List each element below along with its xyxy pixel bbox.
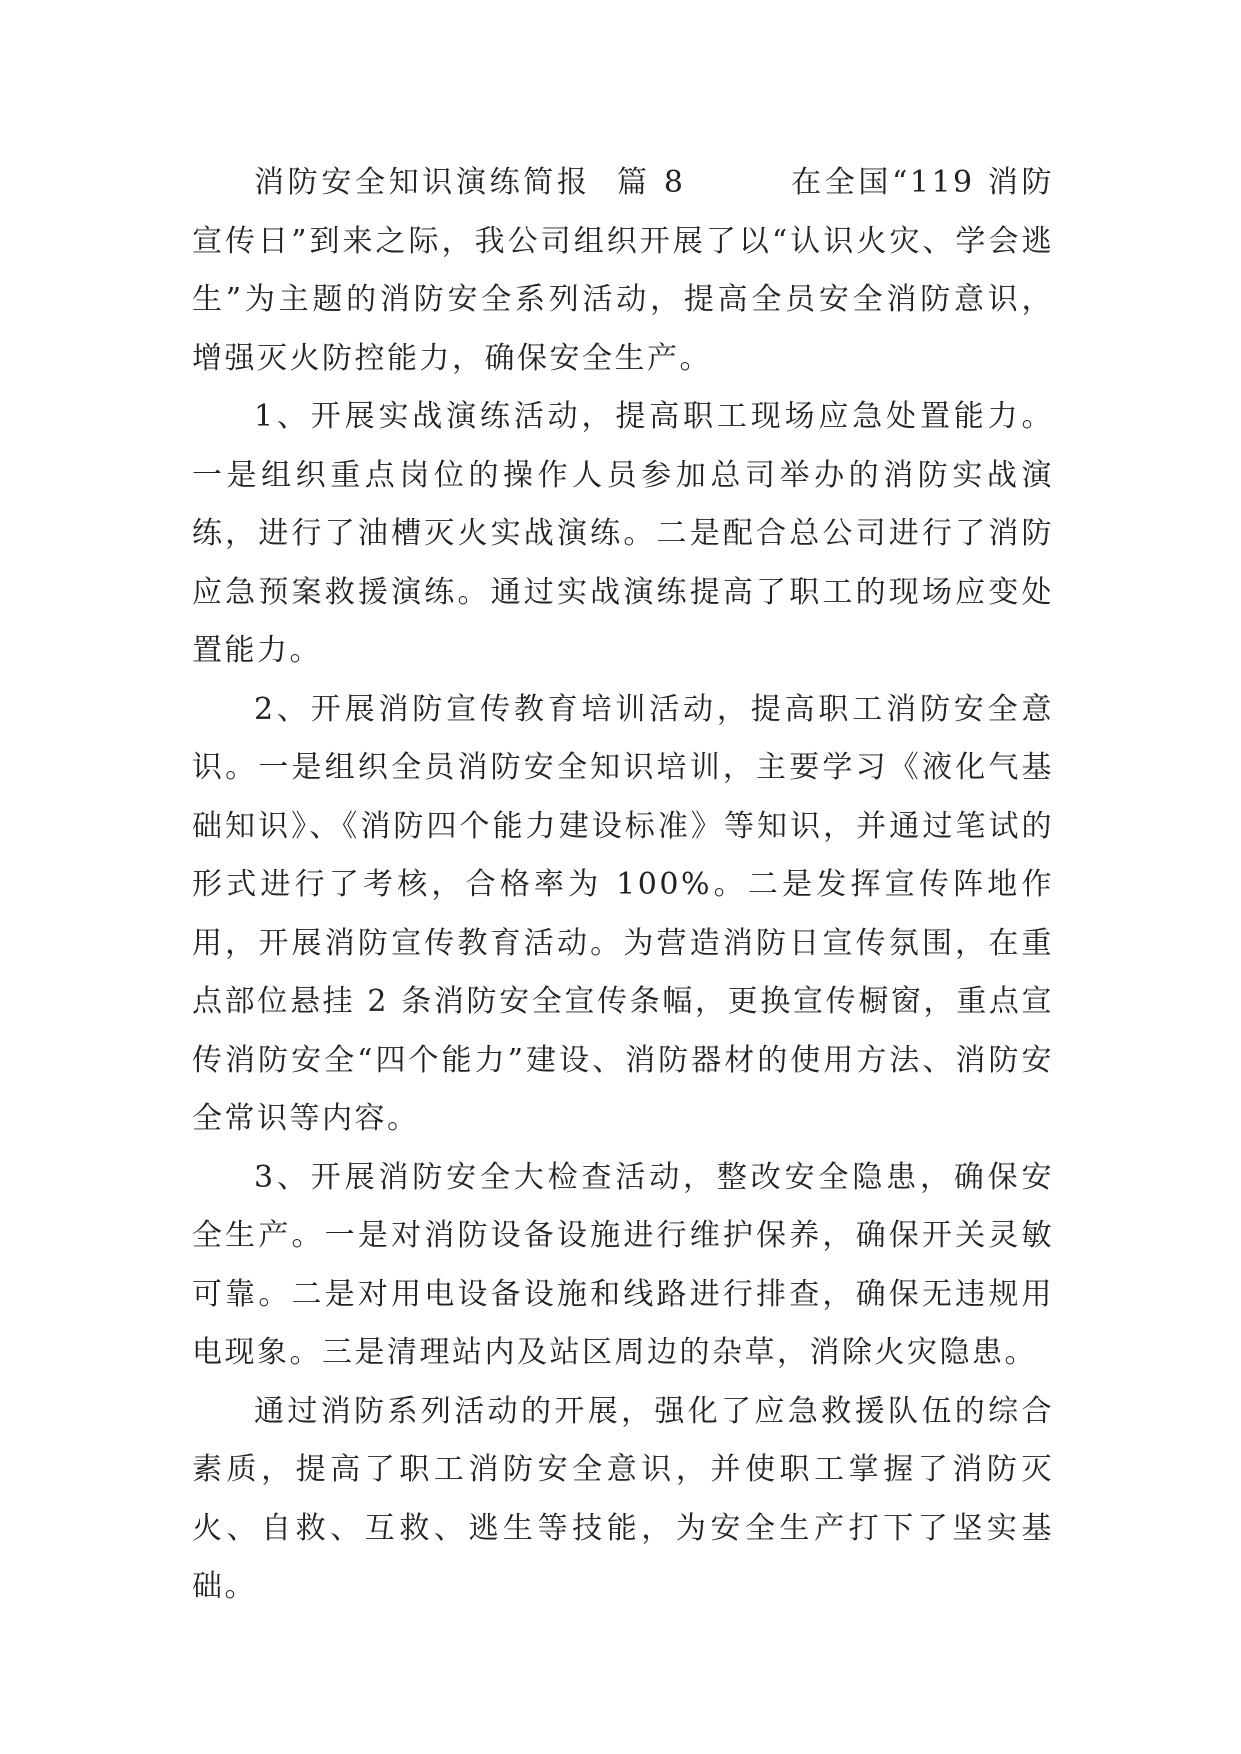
document-title: 消防安全知识演练简报 篇 8 — [254, 165, 686, 200]
paragraph-2: 2、开展消防宣传教育培训活动，提高职工消防安全意识。一是组织全员消防安全知识培训，主要学习《液化气基础知识》、《消防四个能力建设标准》等知识，并通过笔试的形式进行了考核，合格率为 100%。二是发挥宣传阵地作用，开展消防宣传教育活动。为营造消防日宣传氛围，在重点部位悬挂 2 条消防安全宣传条幅，更换宣传橱窗，重点宣传消防安全“四个能力”建设、消防器材的使用方法、消防安全常识等内容。 — [192, 691, 1054, 1136]
document-body — [192, 154, 1054, 1617]
paragraph-3: 3、开展消防安全大检查活动，整改安全隐患，确保安全生产。一是对消防设备设施进行维护保养，确保开关灵敏可靠。二是对用电设备设施和线路进行排查，确保无违规用电现象。三是清理站内及站区周边的杂草，消除火灾隐患。 — [192, 1159, 1054, 1370]
paragraph-1: 1、开展实战演练活动，提高职工现场应急处置能力。一是组织重点岗位的操作人员参加总司举办的消防实战演练，进行了油槽灭火实战演练。二是配合总公司进行了消防应急预案救援演练。通过实战演练提高了职工的现场应变处置能力。 — [192, 399, 1054, 668]
intro-paragraph — [192, 154, 1054, 388]
paragraph-4: 通过消防系列活动的开展，强化了应急救援队伍的综合素质，提高了职工消防安全意识，并使职工掌握了消防灭火、自救、互救、逃生等技能，为安全生产打下了坚实基础。 — [192, 1393, 1054, 1604]
intro-text: 在全国“119 消防宣传日”到来之际，我公司组织开展了以“认识火灾、学会逃生”为主题的消防安全系列活动，提高全员安全消防意识，增强灭火防控能力，确保安全生产。 — [192, 165, 1055, 376]
title-gap — [685, 165, 791, 200]
